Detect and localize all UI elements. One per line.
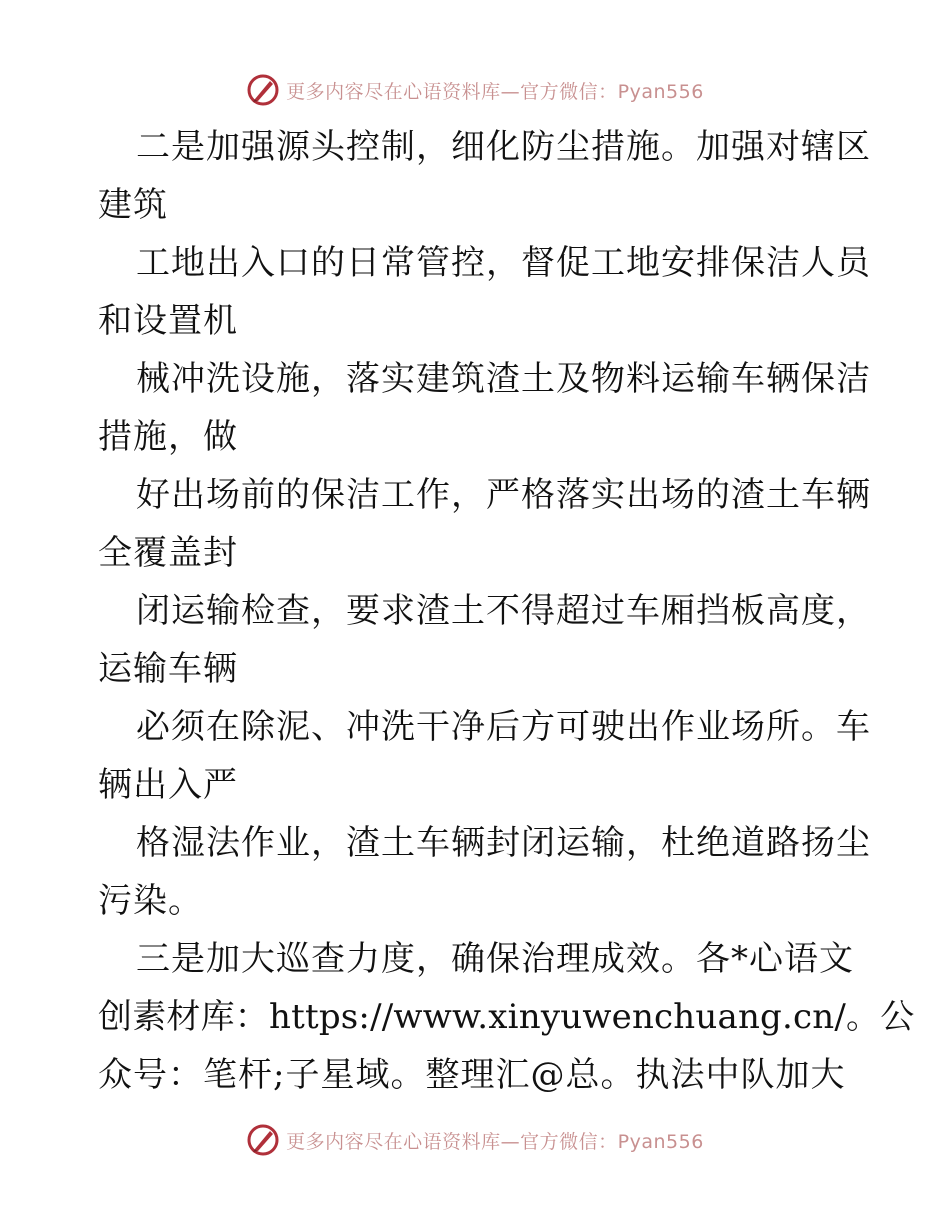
text-line: 众号：笔杆;子星域。整理汇@总。执法中队加大 [98, 1055, 846, 1095]
document-body [98, 118, 915, 1104]
header-banner [0, 70, 950, 110]
text-line: 全覆盖封 [98, 533, 238, 573]
text-line: 三是加大巡查力度，确保治理成效。各*心语文 [136, 939, 854, 979]
text-line: 二是加强源头控制，细化防尘措施。加强对辖区 [136, 127, 871, 167]
text-line: 和设置机 [98, 301, 238, 341]
text-line: 辆出入严 [98, 765, 238, 805]
text-line: 污染。 [98, 881, 203, 921]
text-line: 好出场前的保洁工作，严格落实出场的渣土车辆 [136, 475, 871, 515]
text-line: 工地出入口的日常管控，督促工地安排保洁人员 [136, 243, 871, 283]
text-line: 闭运输检查，要求渣土不得超过车厢挡板高度， [136, 591, 871, 631]
text-line: 创素材库：https://www.xinyuwenchuang.cn/。公 [98, 997, 915, 1037]
text-line: 建筑 [98, 185, 168, 225]
footer-banner [0, 1120, 950, 1160]
text-line: 械冲洗设施，落实建筑渣土及物料运输车辆保洁 [136, 359, 871, 399]
text-line: 必须在除泥、冲洗干净后方可驶出作业场所。车 [136, 707, 871, 747]
quill-pen-logo-icon [246, 73, 280, 107]
text-line: 运输车辆 [98, 649, 238, 689]
header-banner-text: 更多内容尽在心语资料库—官方微信：Pyan556 [286, 80, 704, 103]
quill-pen-logo-icon [246, 1123, 280, 1157]
text-line: 格湿法作业，渣土车辆封闭运输，杜绝道路扬尘 [136, 823, 871, 863]
text-line: 措施，做 [98, 417, 238, 457]
footer-banner-text: 更多内容尽在心语资料库—官方微信：Pyan556 [286, 1130, 704, 1153]
